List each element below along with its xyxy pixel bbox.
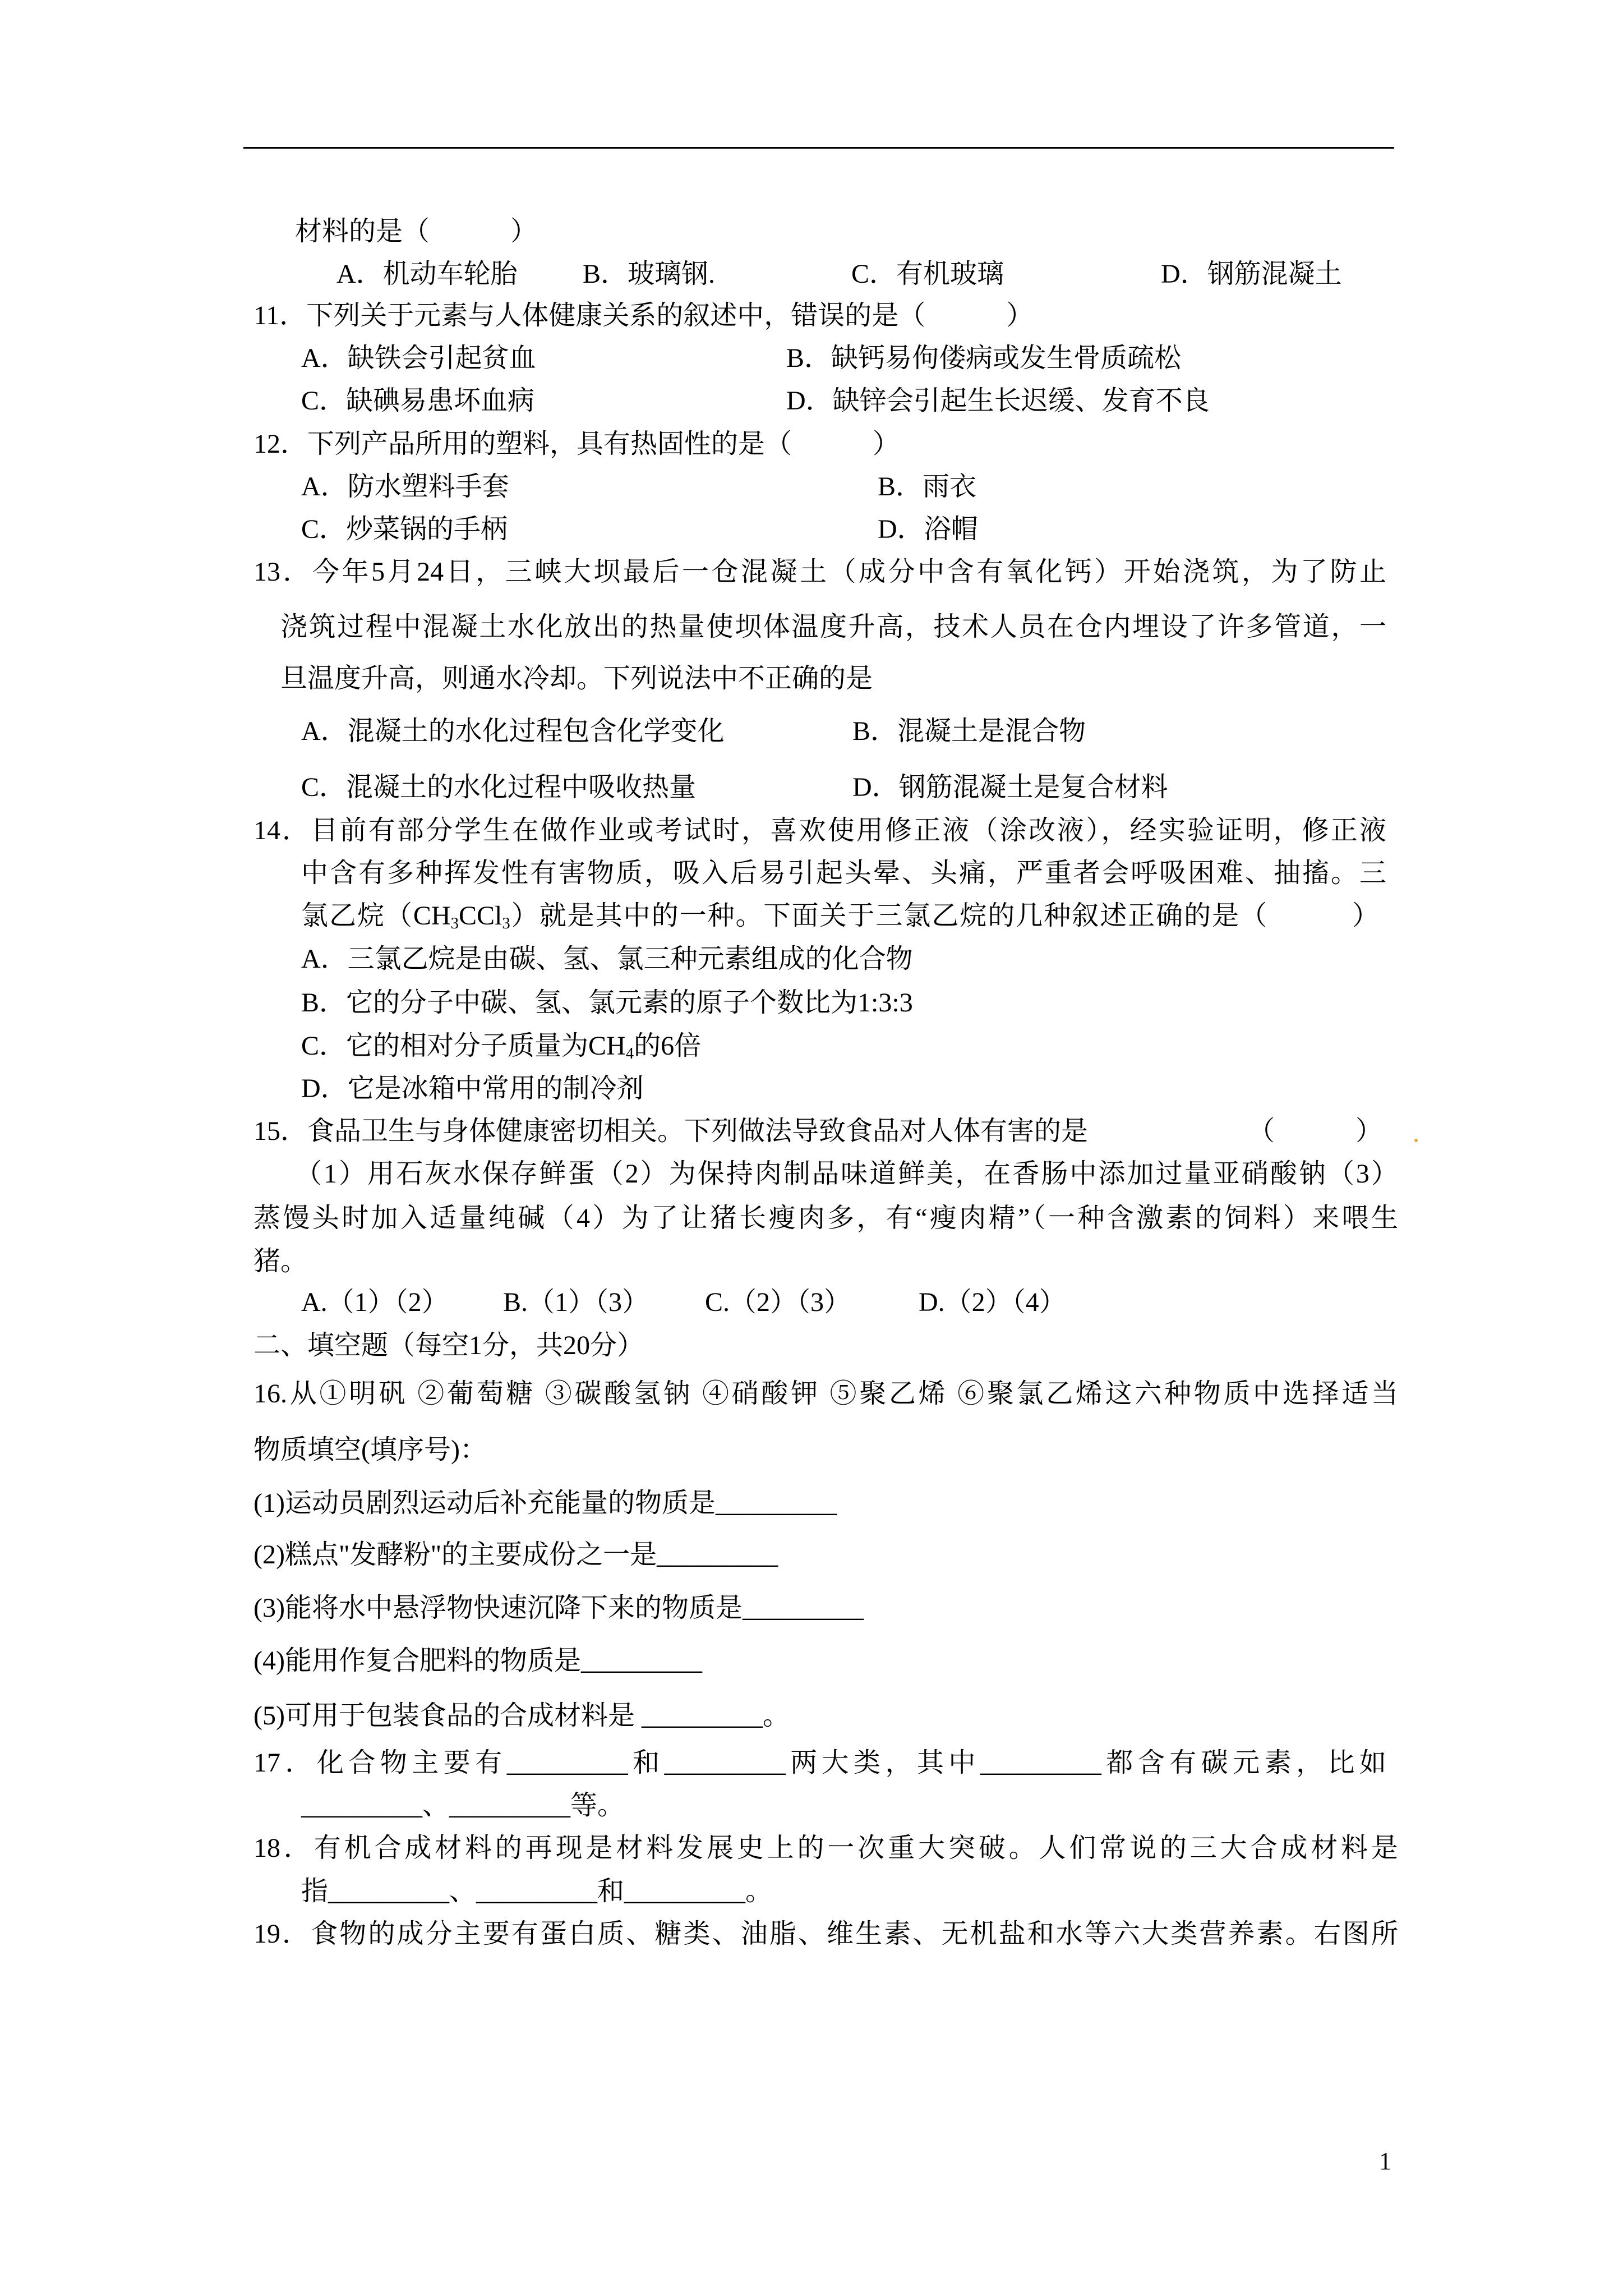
question-18-line-1: 18．有机合成材料的再现是材料发展史上的一次重大突破。人们常说的三大合成材料是	[253, 1833, 1398, 1863]
question-17-line-2: _________、_________等。	[301, 1791, 625, 1820]
question-10-option-c: C．有机玻璃	[851, 259, 1004, 289]
formula-subscript: 3	[502, 914, 510, 933]
question-10-stem-tail: 材料的是（ ）	[295, 217, 538, 246]
question-13-option-a: A．混凝土的水化过程包含化学变化	[301, 716, 725, 746]
stray-mark	[1414, 1139, 1418, 1142]
header-rule	[243, 147, 1394, 149]
question-10-option-b: B．玻璃钢.	[583, 259, 716, 289]
question-15-body-line-2: 蒸馒头时加入适量纯碱（4）为了让猪长瘦肉多，有“瘦肉精”（一种含激素的饲料）来喂生	[253, 1203, 1398, 1233]
question-15-option-c: C.（2）（3）	[705, 1287, 851, 1317]
question-11-option-d: D．缺锌会引起生长迟缓、发育不良	[786, 386, 1210, 416]
question-13-stem-line-3: 旦温度升高，则通水冷却。下列说法中不正确的是	[280, 664, 873, 693]
question-16-item-3: (3)能将水中悬浮物快速沉降下来的物质是_________	[253, 1593, 864, 1623]
option-text: 的6倍	[634, 1031, 702, 1061]
question-14-stem-line-2: 中含有多种挥发性有害物质，吸入后易引起头晕、头痛，严重者会呼吸困难、抽搐。三	[301, 858, 1386, 888]
question-15-stem: 15．食品卫生与身体健康密切相关。下列做法导致食品对人体有害的是	[253, 1116, 1089, 1146]
section-2-heading: 二、填空题（每空1分，共20分）	[253, 1331, 644, 1360]
question-15-option-b: B.（1）（3）	[503, 1287, 649, 1317]
question-13-stem-line-1: 13．今年5月24日，三峡大坝最后一仓混凝土（成分中含有氧化钙）开始浇筑，为了防止	[253, 557, 1386, 587]
question-15-option-a: A.（1）（2）	[301, 1287, 449, 1317]
question-11-stem: 11．下列关于元素与人体健康关系的叙述中，错误的是（ ）	[253, 301, 1034, 330]
question-12-stem: 12．下列产品所用的塑料，具有热固性的是（ ）	[253, 429, 900, 459]
question-14-stem-line-3	[301, 900, 1379, 932]
question-14-option-c	[301, 1030, 701, 1062]
question-19-line-1: 19．食物的成分主要有蛋白质、糖类、油脂、维生素、无机盐和水等六大类营养素。右图所	[253, 1919, 1398, 1949]
question-16-item-4: (4)能用作复合肥料的物质是_________	[253, 1646, 702, 1676]
question-11-option-b: B．缺钙易佝偻病或发生骨质疏松	[786, 343, 1182, 373]
question-11-option-a: A．缺铁会引起贫血	[301, 343, 536, 373]
formula-subscript: 4	[625, 1045, 634, 1063]
formula-subscript: 3	[450, 914, 459, 933]
question-16-item-5: (5)可用于包装食品的合成材料是 _________。	[253, 1701, 790, 1731]
question-13-option-c: C．混凝土的水化过程中吸收热量	[301, 772, 697, 802]
question-12-option-b: B．雨衣	[878, 472, 977, 501]
question-15-option-d: D.（2）（4）	[919, 1287, 1066, 1317]
question-14-stem-line-1: 14．目前有部分学生在做作业或考试时，喜欢使用修正液（涂改液），经实验证明，修正液	[253, 816, 1386, 845]
question-14-option-b: B．它的分子中碳、氢、氯元素的原子个数比为1:3:3	[301, 988, 913, 1018]
question-16-stem-line-2: 物质填空(填序号)：	[253, 1435, 487, 1465]
page-number: 1	[1379, 2147, 1391, 2175]
question-16-stem-line-1: 16.从①明矾 ②葡萄糖 ③碳酸氢钠 ④硝酸钾 ⑤聚乙烯 ⑥聚氯乙烯这六种物质中选择适当	[253, 1379, 1398, 1409]
question-13-option-d: D．钢筋混凝土是复合材料	[852, 772, 1168, 802]
formula-middle: CCl	[459, 901, 502, 931]
question-13-stem-line-2: 浇筑过程中混凝土水化放出的热量使坝体温度升高，技术人员在仓内埋设了许多管道，一	[280, 612, 1386, 642]
question-12-option-c: C．炒菜锅的手柄	[301, 514, 508, 544]
question-17-line-1: 17．化合物主要有_________和_________两大类，其中_________都含有碳元素，比如	[253, 1748, 1386, 1778]
question-14-option-a: A．三氯乙烷是由碳、氢、氯三种元素组成的化合物	[301, 944, 913, 974]
question-10-option-d: D．钢筋混凝土	[1161, 259, 1342, 289]
question-14-option-d: D．它是冰箱中常用的制冷剂	[301, 1074, 644, 1103]
question-16-item-1: (1)运动员剧烈运动后补充能量的物质是_________	[253, 1488, 837, 1518]
question-11-option-c: C．缺碘易患坏血病	[301, 386, 535, 416]
question-15-answer-paren: （ ）	[1248, 1116, 1383, 1146]
question-16-item-2: (2)糕点"发酵粉"的主要成份之一是_________	[253, 1540, 778, 1570]
question-18-line-2: 指_________、_________和_________。	[301, 1876, 773, 1906]
question-12-option-d: D．浴帽	[878, 514, 978, 544]
question-10-option-a: A．机动车轮胎	[336, 259, 518, 289]
formula-prefix: 氯乙烷（CH	[301, 901, 451, 931]
stem-text: ）就是其中的一种。下面关于三氯乙烷的几种叙述正确的是（ ）	[510, 901, 1379, 931]
question-15-body-line-1: （1）用石灰水保存鲜蛋（2）为保持肉制品味道鲜美，在香肠中添加过量亚硝酸钠（3）	[295, 1159, 1398, 1189]
question-15-body-line-3: 猪。	[253, 1246, 308, 1276]
option-text: C．它的相对分子质量为CH	[301, 1031, 626, 1061]
question-13-option-b: B．混凝土是混合物	[852, 716, 1086, 746]
question-12-option-a: A．防水塑料手套	[301, 472, 509, 501]
